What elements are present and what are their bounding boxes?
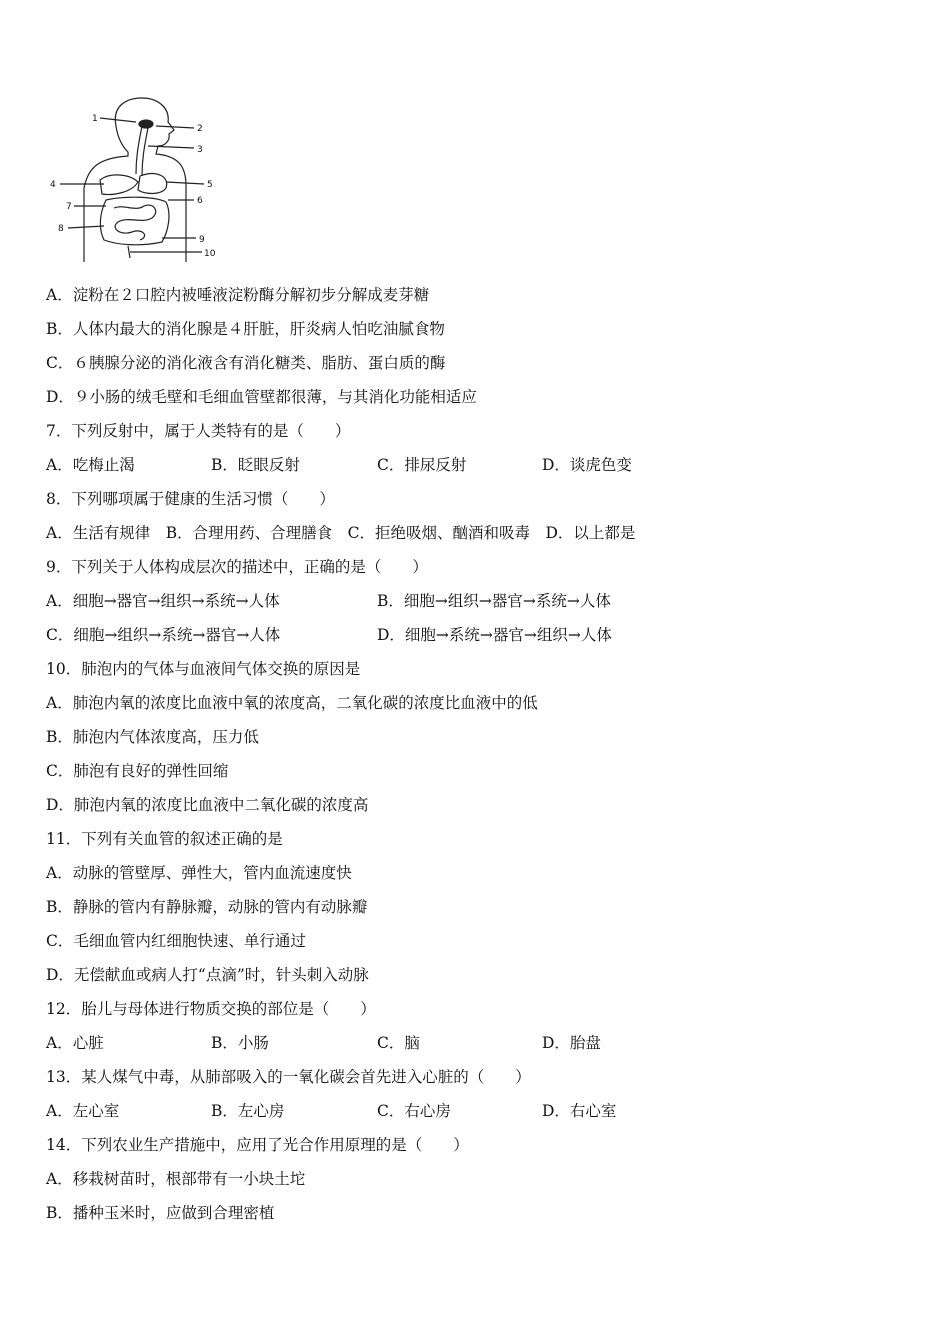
q14-option-b: B．播种玉米时，应做到合理密植 xyxy=(46,1204,275,1222)
diagram-label-2: 2 xyxy=(197,124,203,134)
q13-option-d: D．右心室 xyxy=(542,1102,617,1120)
q6-option-a: A．淀粉在２口腔内被唾液淀粉酶分解初步分解成麦芽糖 xyxy=(46,286,430,304)
q7-options xyxy=(46,455,926,475)
q9-option-c: C．细胞→组织→系统→器官→人体 xyxy=(46,626,281,644)
diagram-label-1: 1 xyxy=(92,114,98,124)
diagram-label-3: 3 xyxy=(197,145,203,155)
q7-stem: 7．下列反射中，属于人类特有的是（ ） xyxy=(46,422,351,440)
diagram-label-9: 9 xyxy=(199,235,205,245)
q13-stem: 13．某人煤气中毒，从肺部吸入的一氧化碳会首先进入心脏的（ ） xyxy=(46,1068,531,1086)
q12-options xyxy=(46,1033,926,1053)
q10-option-c: C．肺泡有良好的弹性回缩 xyxy=(46,762,229,780)
q9-stem: 9．下列关于人体构成层次的描述中，正确的是（ ） xyxy=(46,558,428,576)
q10-stem: 10．肺泡内的气体与血液间气体交换的原因是 xyxy=(46,660,361,678)
q12-stem: 12．胎儿与母体进行物质交换的部位是（ ） xyxy=(46,1000,376,1018)
diagram-label-5: 5 xyxy=(207,180,213,190)
q6-option-c: C．６胰腺分泌的消化液含有消化糖类、脂肪、蛋白质的酶 xyxy=(46,354,446,372)
diagram-label-8: 8 xyxy=(58,224,64,234)
q7-option-b: B．眨眼反射 xyxy=(211,456,300,474)
q11-option-a: A．动脉的管壁厚、弹性大，管内血流速度快 xyxy=(46,864,352,882)
q9-option-a: A．细胞→器官→组织→系统→人体 xyxy=(46,592,280,610)
q10-option-b: B．肺泡内气体浓度高，压力低 xyxy=(46,728,259,746)
diagram-label-6: 6 xyxy=(197,196,203,206)
q6-option-b: B．人体内最大的消化腺是４肝脏，肝炎病人怕吃油腻食物 xyxy=(46,320,445,338)
q11-option-b: B．静脉的管内有静脉瓣，动脉的管内有动脉瓣 xyxy=(46,898,368,916)
q13-option-c: C．右心房 xyxy=(377,1102,451,1120)
q12-option-a: A．心脏 xyxy=(46,1034,104,1052)
diagram-label-4: 4 xyxy=(50,180,56,190)
digestive-system-diagram xyxy=(44,96,224,262)
q13-option-a: A．左心室 xyxy=(46,1102,120,1120)
q12-option-c: C．脑 xyxy=(377,1034,420,1052)
q8-stem: 8．下列哪项属于健康的生活习惯（ ） xyxy=(46,490,335,508)
q11-option-c: C．毛细血管内红细胞快速、单行通过 xyxy=(46,932,306,950)
q10-option-a: A．肺泡内氧的浓度比血液中氧的浓度高，二氧化碳的浓度比血液中的低 xyxy=(46,694,538,712)
q12-option-d: D．胎盘 xyxy=(542,1034,601,1052)
diagram-label-7: 7 xyxy=(66,202,72,212)
q12-option-b: B．小肠 xyxy=(211,1034,269,1052)
q7-option-d: D．谈虎色变 xyxy=(542,456,632,474)
q9-option-d: D．细胞→系统→器官→组织→人体 xyxy=(377,626,612,644)
q7-option-c: C．排尿反射 xyxy=(377,456,467,474)
q9-options-row-1 xyxy=(46,591,926,611)
q9-options-row-2 xyxy=(46,625,926,645)
q11-stem: 11．下列有关血管的叙述正确的是 xyxy=(46,830,283,848)
q14-option-a: A．移栽树苗时，根部带有一小块土坨 xyxy=(46,1170,306,1188)
q11-option-d: D．无偿献血或病人打“点滴”时，针头刺入动脉 xyxy=(46,966,369,984)
q13-option-b: B．左心房 xyxy=(211,1102,285,1120)
diagram-label-10: 10 xyxy=(204,249,216,259)
q9-option-b: B．细胞→组织→器官→系统→人体 xyxy=(377,592,611,610)
q8-options: A．生活有规律 B．合理用药、合理膳食 C．拒绝吸烟、酗酒和吸毒 D．以上都是 xyxy=(46,524,636,542)
q6-option-d: D．９小肠的绒毛壁和毛细血管壁都很薄，与其消化功能相适应 xyxy=(46,388,477,406)
q14-stem: 14．下列农业生产措施中，应用了光合作用原理的是（ ） xyxy=(46,1136,469,1154)
q13-options xyxy=(46,1101,926,1121)
q10-option-d: D．肺泡内氧的浓度比血液中二氧化碳的浓度高 xyxy=(46,796,369,814)
q7-option-a: A．吃梅止渴 xyxy=(46,456,135,474)
